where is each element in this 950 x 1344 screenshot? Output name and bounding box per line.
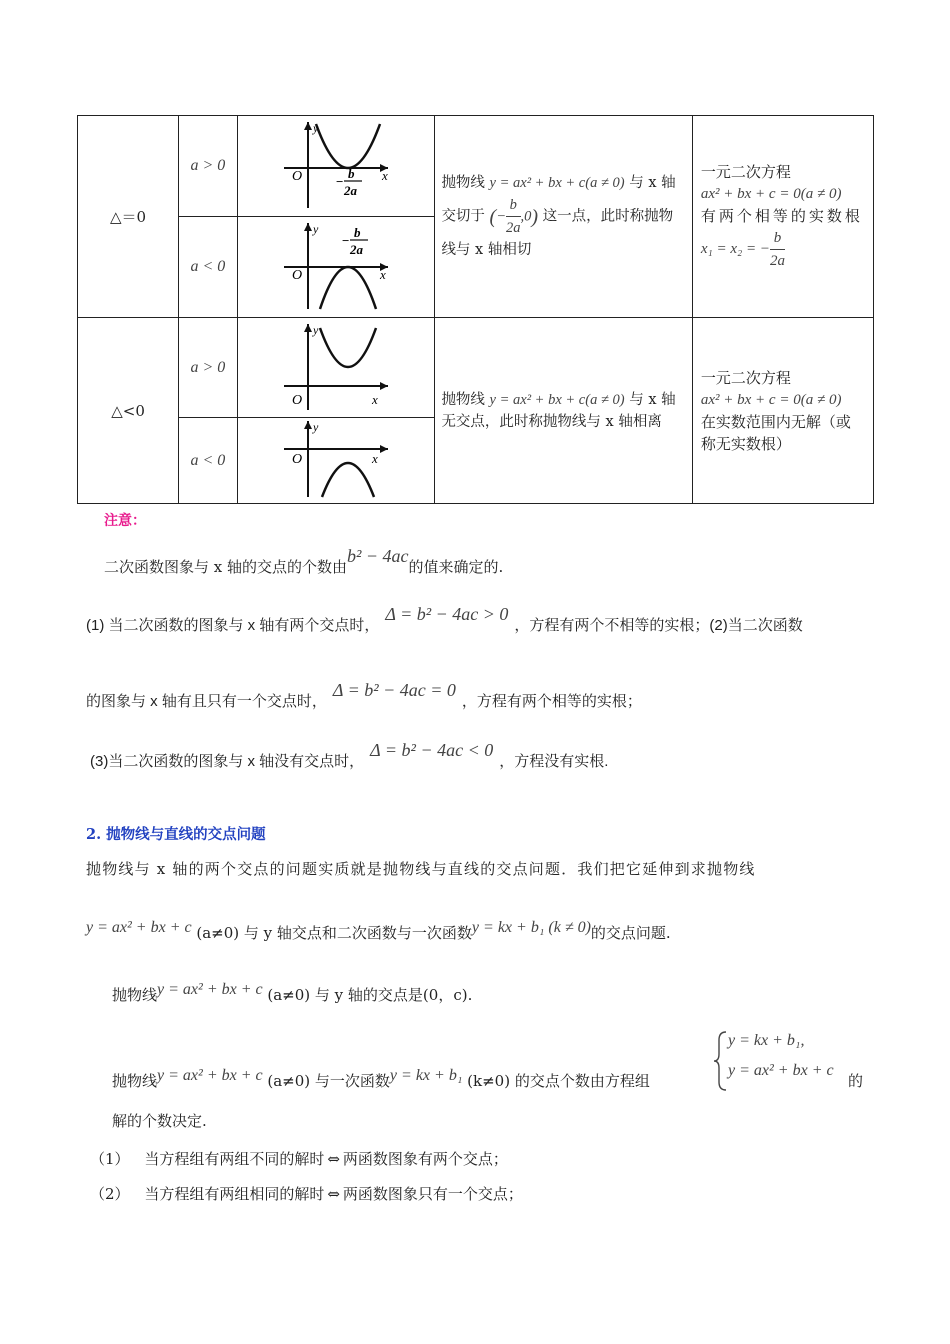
p3-pre: 抛物线 [112,986,158,1004]
list1-post: 两函数图象有两个交点； [342,1150,508,1168]
parabola-up-above-icon [276,320,396,412]
cond-a-negative: a < 0 [179,217,237,318]
desc-separate-cell [435,318,692,504]
concl-formula: ax² + bx + c = 0(a ≠ 0) [700,186,842,202]
delta-zero-cell: △＝0 [78,116,179,318]
note-line1-post: 的值来确定的. [408,558,504,576]
note-line1-formula: b² − 4ac [347,546,409,566]
p2-formula1: y = ax² + bx + c [86,919,192,936]
p4-formula1: y = ax² + bx + c [157,1067,263,1084]
x-axis-label: x [372,391,378,407]
point-tail: ,0 [520,208,532,225]
origin-label: O [292,268,303,283]
note-line1-pre: 二次函数图象与 x 轴的交点的个数由 [104,558,347,576]
note-item1-formula: Δ = b² − 4ac > 0 [385,604,509,624]
desc-tangent-cell: 抛物线 y = ax² + bx + c(a ≠ 0) 与 x 轴交切于 (− $\frac{b}{2a}$ ,0) 这一点，此时称抛物线与 x 轴相切 [435,116,692,318]
desc-formula: y = ax² + bx + c(a ≠ 0) [489,391,625,408]
list2-pre: 当方程组有两组相同的解时 [144,1185,325,1203]
section2-p2 [86,919,671,943]
section2-p3 [112,981,473,1005]
desc-pre: 抛物线 [441,391,485,408]
note-item3 [90,740,609,771]
desc-formula: y = ax² + bx + c(a ≠ 0) [489,175,625,191]
origin-label: O [292,451,303,467]
concl-root-lhs: x₁ = x₂ = − [700,240,770,257]
section2-p1: 抛物线与 x 轴的两个交点的问题实质就是抛物线与直线的交点问题．我们把它延伸到求抛物线 [86,860,756,878]
list-item-1 [90,1148,508,1169]
y-axis-label: y [313,419,319,434]
p4-formula2: y = kx + b₁ [389,1067,463,1084]
desc-mid: 与 x 轴交切于 [441,175,676,225]
system-eq1: y = kx + b₁, [728,1032,805,1049]
section2-heading: 2. 抛物线与直线的交点问题 [86,826,266,843]
y-axis-label: y [313,322,319,337]
point-den: 2a [506,220,521,236]
vertex-sign: − [336,174,344,189]
delta-negative-cell: △<0 [78,318,179,504]
graph-cell [237,418,435,504]
concl-title: 一元二次方程 [700,163,791,181]
x-axis-label: x [382,168,388,183]
p2-formula2: y = kx + b₁ (k ≠ 0) [471,919,591,936]
concl-separate-cell [692,318,873,504]
concl-formula: ax² + bx + c = 0(a ≠ 0) [700,391,842,408]
cond-a-positive: a > 0 [179,116,237,217]
note-item3-post: ，方程没有实根. [499,753,609,770]
system-brace-icon [712,1030,728,1092]
note-item1-post: ，方程有两个不相等的实根；(2)当二次函数 [514,617,803,634]
list2-num: （2） [90,1185,130,1203]
note-item2-pre: 的图象与 x 轴有且只有一个交点时， [86,693,327,710]
x-axis-label: x [372,450,378,466]
p4-post: 的 [848,1072,864,1090]
graph-cell [237,116,435,217]
desc-post: 与 x 轴无交点，此时称抛物线与 x 轴相离 [441,391,676,430]
y-axis-label: y [313,222,319,236]
cond-a-positive: a > 0 [179,318,237,418]
note-item2-post: ，方程有两个相等的实根； [461,693,642,710]
discriminant-table [77,115,874,504]
y-axis-label: y [313,121,319,135]
note-item2 [86,680,642,711]
concl-tangent-cell [692,116,873,318]
x-axis-label: x [380,267,386,282]
p4-mid: (a≠0) 与一次函数 [267,1072,390,1090]
system-eq2: y = ax² + bx + c [728,1062,834,1079]
list1-pre: 当方程组有两组不同的解时 [144,1150,325,1168]
note-item1-pre: (1) 当二次函数的图象与 x 轴有两个交点时， [86,617,380,634]
desc-post: 这一点，此时称抛物线与 x 轴相切 [441,208,674,258]
p3-post: (a≠0) 与 y 轴的交点是(0，c). [267,986,473,1004]
origin-label: O [292,392,303,408]
note-item1 [86,604,803,635]
section2-p4 [112,1067,650,1091]
section2-p5: 解的个数决定. [112,1112,207,1130]
note-item3-formula: Δ = b² − 4ac < 0 [370,740,494,760]
parabola-down-below-icon [276,419,396,499]
vertex-den: 2a [344,183,357,198]
list-item-2 [90,1183,523,1204]
concl-title: 一元二次方程 [700,368,791,387]
concl-text: 有两个相等的实数根 [700,207,863,225]
cond-a-negative: a < 0 [179,418,237,504]
list2-post: 两函数图象只有一个交点； [342,1185,523,1203]
iff-arrow-icon: ⇔ [327,1150,340,1168]
concl-text: 在实数范围内无解（或称无实数根） [700,412,851,453]
graph-cell [237,318,435,418]
vertex-num: b [354,225,361,240]
parabola-down-tangent-icon [276,219,396,311]
graph-cell [237,217,435,318]
note-line1 [104,546,504,577]
p4-mid2: (k≠0) 的交点个数由方程组 [467,1072,650,1090]
note-item3-pre: (3)当二次函数的图象与 x 轴没有交点时， [90,753,365,770]
list1-num: （1） [90,1150,130,1168]
p2-post: 的交点问题. [590,924,671,942]
vertex-num: b [348,166,355,181]
origin-label: O [292,169,303,184]
p2-mid: (a≠0) 与 y 轴交点和二次函数与一次函数 [196,924,472,942]
vertex-den: 2a [350,242,363,257]
parabola-up-tangent-icon [276,118,396,210]
point-num: b [506,194,521,217]
concl-root-num: b [770,227,785,250]
desc-pre: 抛物线 [441,175,485,191]
iff-arrow-icon: ⇔ [327,1185,340,1203]
vertex-sign: − [342,233,350,248]
note-item2-formula: Δ = b² − 4ac = 0 [332,680,456,700]
p4-pre: 抛物线 [112,1072,158,1090]
concl-root-den: 2a [770,253,785,269]
p3-formula: y = ax² + bx + c [157,981,263,998]
note-title: 注意： [104,513,146,529]
